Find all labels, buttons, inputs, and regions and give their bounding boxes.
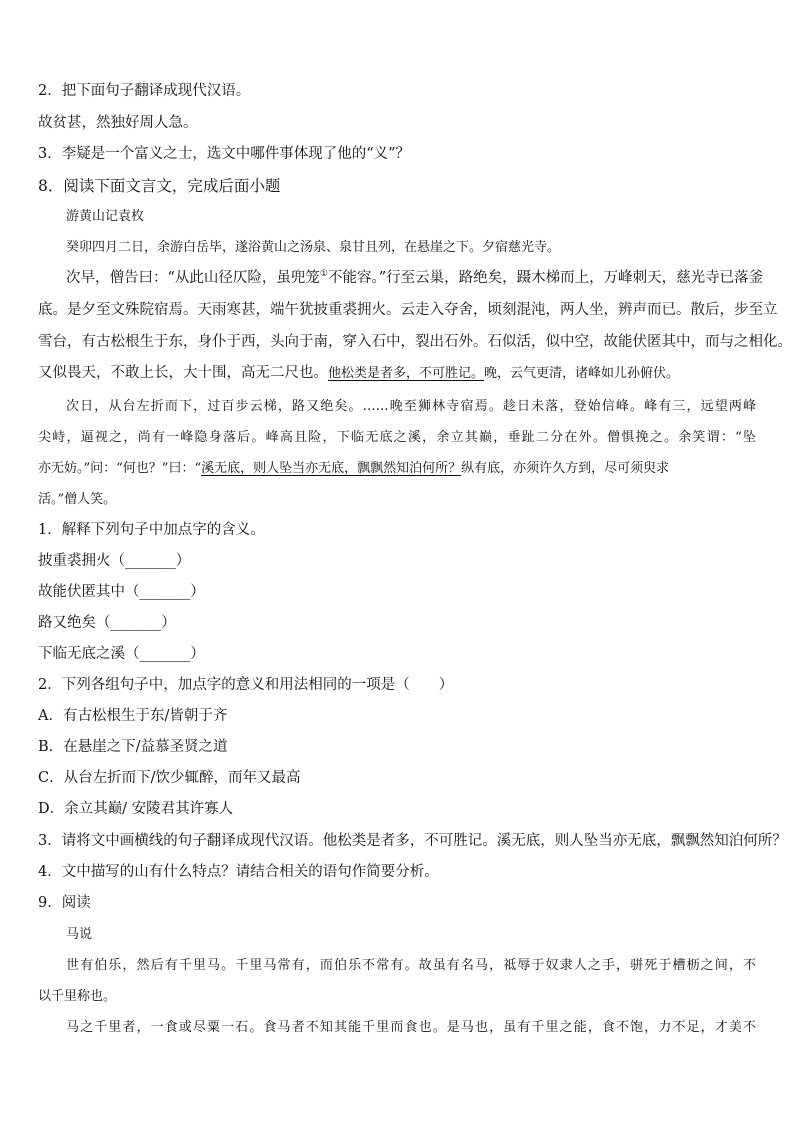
- passage-line: [66, 268, 763, 288]
- choice-option-a: A．有古松根生于东/皆朝于齐: [38, 708, 228, 724]
- underlined-sentence: 溪无底，则人坠当亦无底，飘飘然知泊何所？: [201, 461, 462, 476]
- section-9-heading: 9．阅读: [38, 895, 91, 911]
- passage-text: 又似畏天，不敢上长，大十围，高无二尺也。: [38, 365, 328, 381]
- question-4-analysis: 4．文中描写的山有什么特点？请结合相关的语句作简要分析。: [38, 864, 439, 880]
- passage-line: 尖峙，逼视之，尚有一峰隐身落后。峰高且险，下临无底之溪，余立其巅，垂趾二分在外。僧惧挽之。余笑谓：“坠: [38, 430, 756, 445]
- passage-line: [38, 459, 669, 479]
- passage-line: 底。是夕至文殊院宿焉。天雨寒甚，端午犹披重裘拥火。云走入夺舍，顷刻混沌，两人坐，辨声而已。散后，步至立: [38, 302, 778, 318]
- choice-option-d: D．余立其巅/ 安陵君其许寡人: [38, 801, 234, 817]
- passage-text: 次早，僧告曰：“从此山径仄险，虽兜笼: [66, 270, 320, 286]
- question-2-choice: 2．下列各组句子中，加点字的意义和用法相同的一项是（ ）: [38, 677, 454, 693]
- passage-title-ma-shuo: 马说: [66, 927, 93, 942]
- fill-blank-item: 路又绝矣（_______）: [38, 615, 176, 631]
- passage-line: 马之千里者，一食或尽粟一石。食马者不知其能千里而食也。是马也，虽有千里之能，食不饱，力不足，才美不: [66, 1020, 756, 1035]
- passage-line: 雪台，有古松根生于东，身仆于西，头向于南，穿入石中，裂出石外。石似活，似中空，故能伏匿其中，而与之相化。: [38, 334, 792, 350]
- footnote-marker: ①: [319, 269, 328, 280]
- question-1-explain: 1．解释下列句子中加点字的含义。: [38, 522, 265, 538]
- passage-line: 活。”僧人笑。: [38, 492, 117, 507]
- choice-option-b: B．在悬崖之下/益慕圣贤之道: [38, 739, 228, 755]
- question-3-translate: 3．请将文中画横线的句子翻译成现代汉语。他松类是者多，不可胜记。溪无底，则人坠当亦无底，飘飘然知泊何所？: [38, 833, 787, 849]
- passage-text: 不能容。”行至云巢，路绝矣，蹑木梯而上，万峰刺天，慈光寺已落釜: [328, 270, 764, 286]
- passage-text: 亦无妨。”问：“何也？”曰：“: [38, 461, 202, 476]
- fill-blank-item: 故能伏匿其中（_______）: [38, 584, 205, 600]
- fill-blank-item: 下临无底之溪（_______）: [38, 646, 205, 662]
- passage-text: 晚，云气更清，诸峰如儿孙俯伏。: [484, 366, 680, 381]
- sentence-to-translate: 故贫甚，然独好周人急。: [38, 115, 198, 131]
- fill-blank-item: 披重裘拥火（_______）: [38, 553, 191, 569]
- passage-line: [38, 363, 679, 384]
- passage-line: 次日，从台左折而下，过百步云梯，路又绝矣。……晚至狮林寺宿焉。趁日未落，登始信峰。峰有三，远望两峰: [66, 399, 756, 414]
- passage-title-huangshan: 游黄山记袁枚: [66, 209, 145, 224]
- question-3-li-yi: 3．李疑是一个富义之士，选文中哪件事体现了他的“义”？: [38, 146, 411, 162]
- passage-line: 癸卯四月二日，余游白岳毕，遂浴黄山之汤泉、泉甘且列，在悬崖之下。夕宿慈光寺。: [66, 240, 561, 255]
- passage-line: 以千里称也。: [38, 989, 117, 1004]
- choice-option-c: C．从台左折而下/饮少辄醉，而年又最高: [38, 770, 301, 786]
- question-2-translate: 2．把下面句子翻译成现代汉语。: [38, 83, 251, 99]
- underlined-sentence: 他松类是者多，不可胜记。: [328, 366, 485, 381]
- passage-text: 纵有底，亦须许久方到，尽可须臾求: [461, 461, 670, 476]
- passage-line: 世有伯乐，然后有千里马。千里马常有，而伯乐不常有。故虽有名马，祗辱于奴隶人之手，骈死于槽枥之间，不: [66, 958, 756, 973]
- section-8-heading: 8．阅读下面文言文，完成后面小题: [38, 177, 281, 195]
